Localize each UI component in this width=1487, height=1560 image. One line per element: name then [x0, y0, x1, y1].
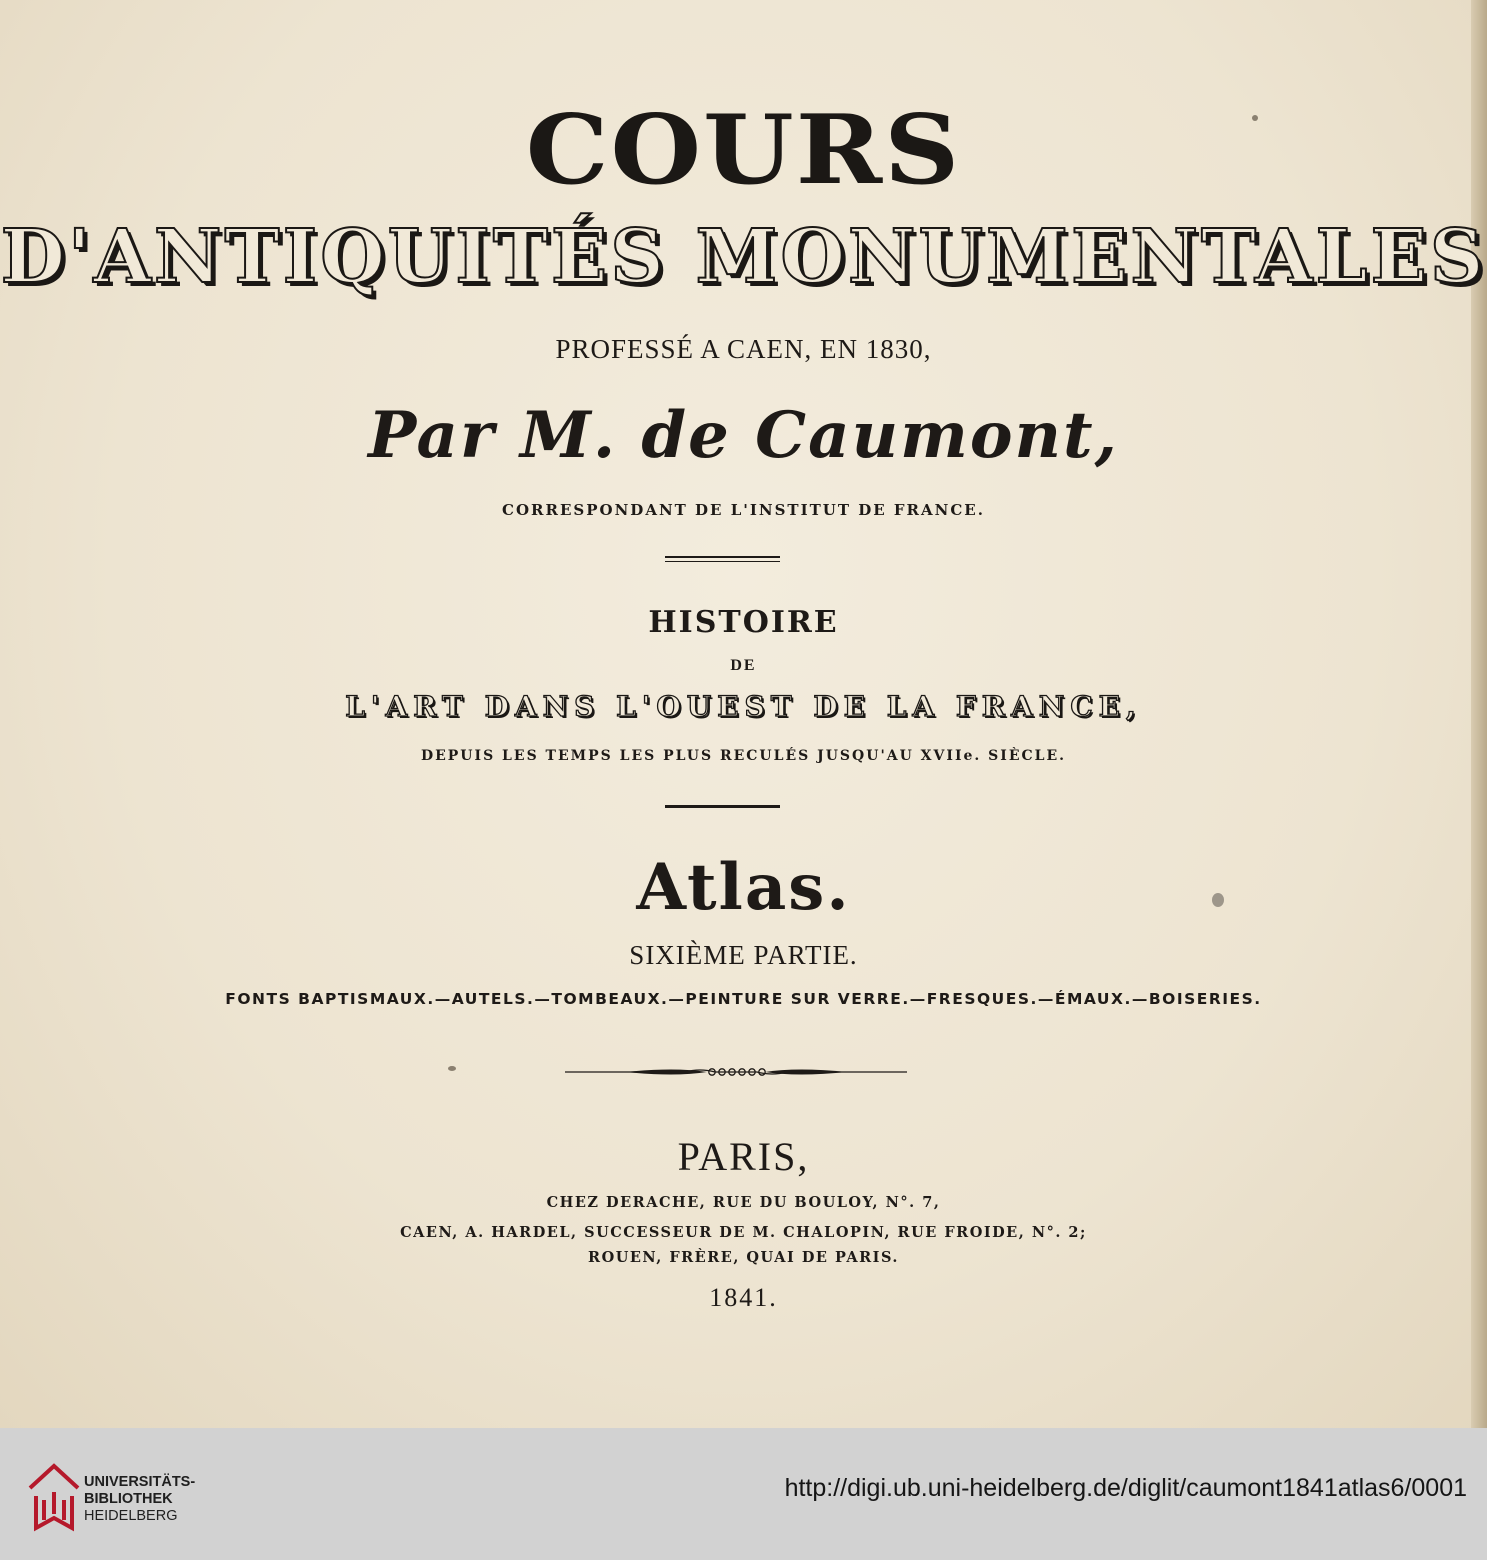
library-name-line-1: UNIVERSITÄTS-: [84, 1474, 196, 1490]
de-line: DE: [730, 657, 757, 674]
paper-speck: [448, 1066, 456, 1071]
library-footer: [0, 1428, 1487, 1560]
histoire-heading: HISTOIRE: [648, 605, 839, 640]
double-rule-divider: [665, 556, 780, 562]
ornament-divider: [565, 1062, 907, 1082]
paper-speck: [1252, 115, 1258, 121]
city-line: PARIS,: [677, 1134, 810, 1179]
professe-line: PROFESSÉ A CAEN, EN 1830,: [555, 334, 932, 364]
author-line: Par M. de Caumont,: [368, 398, 1119, 473]
title-subtitle: D'ANTIQUITÉS MONUMENTALES: [0, 214, 1487, 300]
title-main: COURS: [525, 92, 962, 207]
library-name-line-2: BIBLIOTHEK: [84, 1491, 173, 1507]
publisher-address-1: CHEZ DERACHE, RUE DU BOULOY, N°. 7,: [546, 1194, 941, 1211]
publisher-address-3: ROUEN, FRÈRE, QUAI DE PARIS.: [588, 1249, 899, 1266]
paper-stain: [1212, 893, 1224, 907]
library-name: [84, 1474, 195, 1525]
publisher-address-2: CAEN, A. HARDEL, SUCCESSEUR DE M. CHALOPIN, RUE FROIDE, N°. 2;: [400, 1224, 1087, 1241]
library-name-line-3: HEIDELBERG: [84, 1508, 178, 1524]
atlas-heading: Atlas.: [636, 850, 851, 925]
source-url-link[interactable]: http://digi.ub.uni-heidelberg.de/diglit/caumont1841atlas6/0001: [784, 1474, 1467, 1502]
art-title: L'ART DANS L'OUEST DE LA FRANCE,: [345, 690, 1142, 723]
rule-divider: [665, 805, 780, 808]
correspondant-line: CORRESPONDANT DE L'INSTITUT DE FRANCE.: [502, 501, 985, 519]
publication-year: 1841.: [709, 1283, 778, 1312]
contents-line: FONTS BAPTISMAUX.—AUTELS.—TOMBEAUX.—PEINTURE SUR VERRE.—FRESQUES.—ÉMAUX.—BOISERIES.: [225, 990, 1262, 1008]
university-library-logo-icon: [24, 1452, 84, 1532]
partie-line: SIXIÈME PARTIE.: [629, 940, 858, 970]
depuis-line: DEPUIS LES TEMPS LES PLUS RECULÉS JUSQU'AU XVIIe. SIÈCLE.: [420, 748, 1067, 764]
